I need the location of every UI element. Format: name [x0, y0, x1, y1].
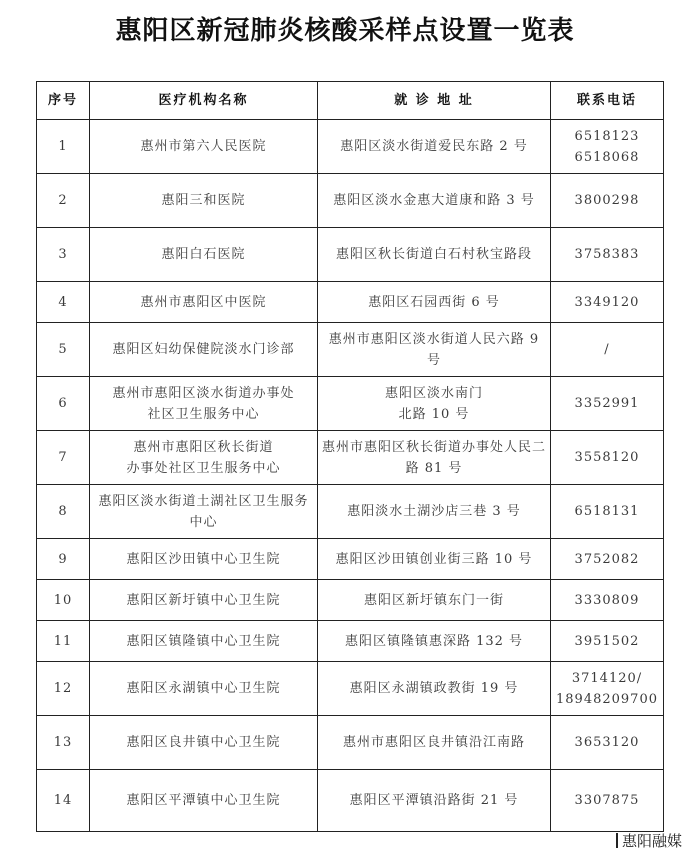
- table-row: [37, 228, 664, 282]
- cell-no: 13: [37, 716, 90, 770]
- cell-institution: 惠州市惠阳区中医院: [90, 282, 318, 323]
- table-row: [37, 770, 664, 832]
- cell-no: 6: [37, 377, 90, 431]
- cell-address: 惠州市惠阳区淡水街道人民六路 9 号: [318, 323, 551, 377]
- cell-no: 9: [37, 539, 90, 580]
- table-row: [37, 174, 664, 228]
- cell-phone: 6518131: [551, 485, 664, 539]
- cell-address: 惠州市惠阳区秋长街道办事处人民二路 81 号: [318, 431, 551, 485]
- cell-institution: 惠州市第六人民医院: [90, 120, 318, 174]
- cell-no: 8: [37, 485, 90, 539]
- cell-phone: 3558120: [551, 431, 664, 485]
- cell-phone: 6518123 6518068: [551, 120, 664, 174]
- cell-phone: 3714120/ 18948209700: [551, 662, 664, 716]
- cell-address: 惠阳淡水土湖沙店三巷 3 号: [318, 485, 551, 539]
- cell-institution: 惠阳区平潭镇中心卫生院: [90, 770, 318, 832]
- cell-no: 12: [37, 662, 90, 716]
- cell-no: 11: [37, 621, 90, 662]
- cell-no: 4: [37, 282, 90, 323]
- cell-phone: 3307875: [551, 770, 664, 832]
- cell-address: 惠阳区沙田镇创业街三路 10 号: [318, 539, 551, 580]
- table-row: [37, 716, 664, 770]
- cell-institution: 惠阳区镇隆镇中心卫生院: [90, 621, 318, 662]
- table-row: [37, 485, 664, 539]
- cell-no: 7: [37, 431, 90, 485]
- cell-institution: 惠阳区永湖镇中心卫生院: [90, 662, 318, 716]
- cell-phone: 3352991: [551, 377, 664, 431]
- cell-address: 惠州市惠阳区良井镇沿江南路: [318, 716, 551, 770]
- cell-address: 惠阳区镇隆镇惠深路 132 号: [318, 621, 551, 662]
- cell-address: 惠阳区秋长街道白石村秋宝路段: [318, 228, 551, 282]
- cell-institution: 惠阳区良井镇中心卫生院: [90, 716, 318, 770]
- cell-phone: 3349120: [551, 282, 664, 323]
- header-no: 序号: [37, 82, 90, 120]
- table-row: [37, 323, 664, 377]
- sampling-sites-table: [36, 81, 664, 832]
- table-row: [37, 662, 664, 716]
- cell-phone: 3653120: [551, 716, 664, 770]
- cell-no: 3: [37, 228, 90, 282]
- table-row: [37, 539, 664, 580]
- cell-address: 惠阳区新圩镇东门一街: [318, 580, 551, 621]
- cell-institution: 惠阳区新圩镇中心卫生院: [90, 580, 318, 621]
- cell-no: 5: [37, 323, 90, 377]
- cell-phone: 3800298: [551, 174, 664, 228]
- watermark-text: 惠阳融媒: [621, 832, 682, 850]
- table-row: [37, 621, 664, 662]
- cell-phone: 3752082: [551, 539, 664, 580]
- table-row: [37, 580, 664, 621]
- cell-institution: 惠阳区妇幼保健院淡水门诊部: [90, 323, 318, 377]
- cell-phone: 3951502: [551, 621, 664, 662]
- table-row: [37, 120, 664, 174]
- cell-phone: 3758383: [551, 228, 664, 282]
- cell-institution: 惠州市惠阳区淡水街道办事处 社区卫生服务中心: [90, 377, 318, 431]
- header-phone: 联系电话: [551, 82, 664, 120]
- cell-institution: 惠州市惠阳区秋长街道 办事处社区卫生服务中心: [90, 431, 318, 485]
- cell-no: 10: [37, 580, 90, 621]
- cell-no: 2: [37, 174, 90, 228]
- cell-phone: /: [551, 323, 664, 377]
- watermark: [616, 830, 682, 851]
- cell-institution: 惠阳区淡水街道土湖社区卫生服务中心: [90, 485, 318, 539]
- cell-phone: 3330809: [551, 580, 664, 621]
- cell-institution: 惠阳三和医院: [90, 174, 318, 228]
- cell-address: 惠阳区淡水金惠大道康和路 3 号: [318, 174, 551, 228]
- watermark-bar: [616, 833, 618, 848]
- cell-address: 惠阳区淡水街道爱民东路 2 号: [318, 120, 551, 174]
- cell-address: 惠阳区平潭镇沿路街 21 号: [318, 770, 551, 832]
- cell-address: 惠阳区永湖镇政教街 19 号: [318, 662, 551, 716]
- header-institution: 医疗机构名称: [90, 82, 318, 120]
- header-address: 就 诊 地 址: [318, 82, 551, 120]
- table-row: [37, 282, 664, 323]
- table-row: [37, 431, 664, 485]
- table-row: [37, 377, 664, 431]
- page-title: 惠阳区新冠肺炎核酸采样点设置一览表: [115, 16, 575, 46]
- table-header-row: [37, 82, 664, 120]
- cell-institution: 惠阳区沙田镇中心卫生院: [90, 539, 318, 580]
- cell-no: 1: [37, 120, 90, 174]
- cell-address: 惠阳区石园西街 6 号: [318, 282, 551, 323]
- cell-no: 14: [37, 770, 90, 832]
- cell-institution: 惠阳白石医院: [90, 228, 318, 282]
- cell-address: 惠阳区淡水南门 北路 10 号: [318, 377, 551, 431]
- table-body: [37, 120, 664, 832]
